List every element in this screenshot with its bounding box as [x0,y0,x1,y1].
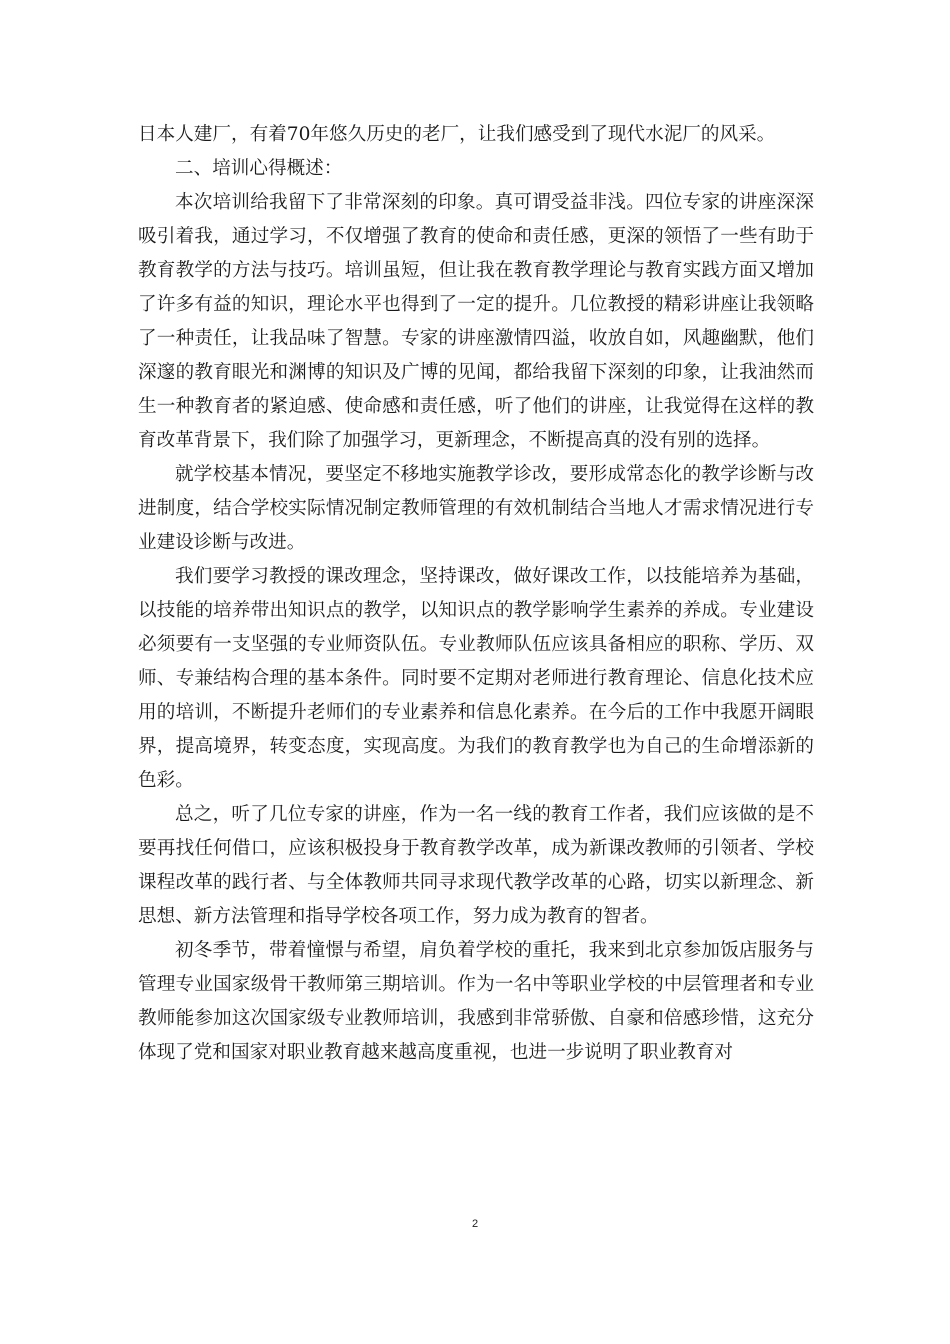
paragraph: 本次培训给我留下了非常深刻的印象。真可谓受益非浅。四位专家的讲座深深吸引着我，通过学习，不仅增强了教育的使命和责任感，更深的领悟了一些有助于教育教学的方法与技巧。培训虽短，但让我在教育教学理论与教育实践方面又增加了许多有益的知识，理论水平也得到了一定的提升。几位教授的精彩讲座让我领略了一种责任，让我品味了智慧。专家的讲座激情四溢，收放自如，风趣幽默，他们深邃的教育眼光和渊博的知识及广博的见闻，都给我留下深刻的印象，让我油然而生一种教育者的紧迫感、使命感和责任感，听了他们的讲座，让我觉得在这样的教育改革背景下，我们除了加强学习，更新理念，不断提高真的没有别的选择。 [138,192,814,451]
paragraph-continuation: 日本人建厂，有着70年悠久历史的老厂，让我们感受到了现代水泥厂的风采。 [138,124,776,145]
section-heading: 二、培训心得概述： [175,158,343,179]
page-number: 2 [471,1218,479,1230]
paragraph: 初冬季节，带着憧憬与希望，肩负着学校的重托，我来到北京参加饭店服务与管理专业国家级骨干教师第三期培训。作为一名中等职业学校的中层管理者和专业教师能参加这次国家级专业教师培训，我感到非常骄傲、自豪和倍感珍惜，这充分体现了党和国家对职业教育越来越高度重视，也进一步说明了职业教育对 [138,940,814,1063]
paragraph: 我们要学习教授的课改理念，坚持课改，做好课改工作，以技能培养为基础，以技能的培养带出知识点的教学，以知识点的教学影响学生素养的养成。专业建设必须要有一支坚强的专业师资队伍。专业教师队伍应该具备相应的职称、学历、双师、专兼结构合理的基本条件。同时要不定期对老师进行教育理论、信息化技术应用的培训，不断提升老师们的专业素养和信息化素养。在今后的工作中我愿开阔眼界，提高境界，转变态度，实现高度。为我们的教育教学也为自己的生命增添新的色彩。 [138,566,814,791]
paragraph: 总之，听了几位专家的讲座，作为一名一线的教育工作者，我们应该做的是不要再找任何借口，应该积极投身于教育教学改革，成为新课改教师的引领者、学校课程改革的践行者、与全体教师共同寻求现代教学改革的心路，切实以新理念、新思想、新方法管理和指导学校各项工作，努力成为教育的智者。 [138,804,814,927]
document-body [138,118,814,1070]
paragraph: 就学校基本情况，要坚定不移地实施教学诊改，要形成常态化的教学诊断与改进制度，结合学校实际情况制定教师管理的有效机制结合当地人才需求情况进行专业建设诊断与改进。 [138,464,814,553]
